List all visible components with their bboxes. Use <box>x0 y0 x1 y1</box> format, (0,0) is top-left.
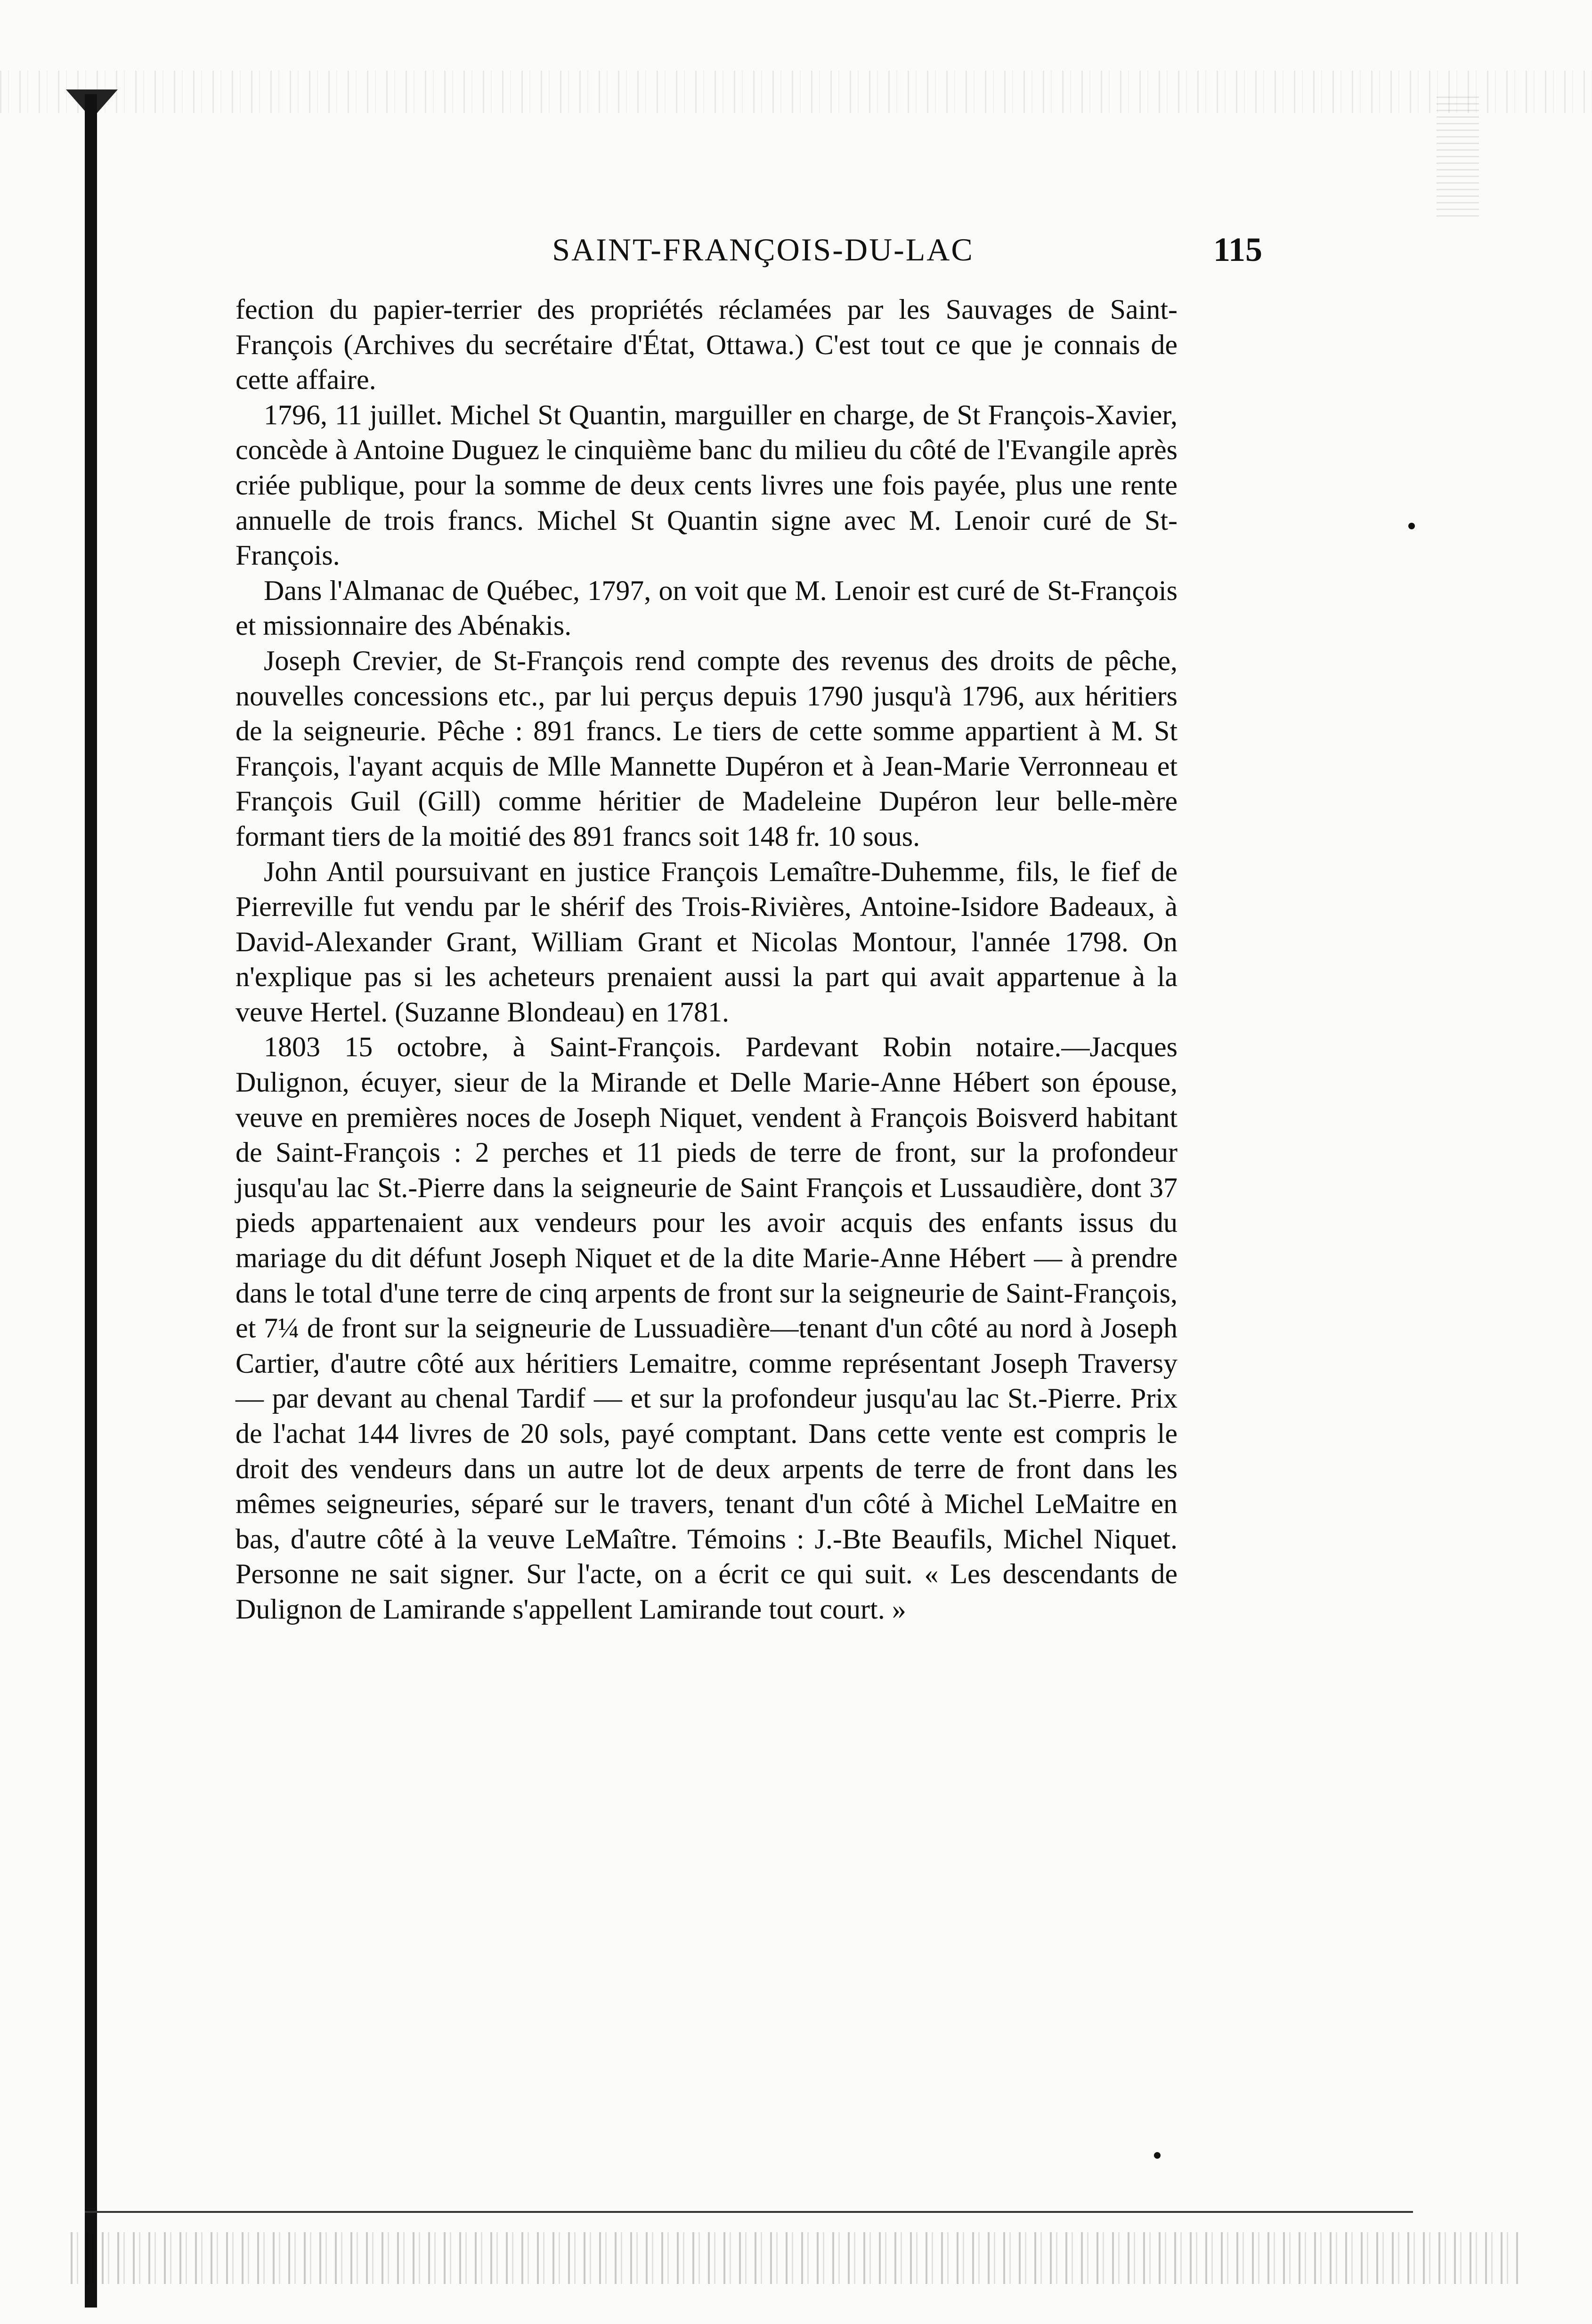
running-title: SAINT-FRANÇOIS-DU-LAC <box>552 232 974 267</box>
page-number: 115 <box>1213 231 1262 268</box>
body-text <box>236 292 1178 1627</box>
binding-rule <box>85 94 97 2308</box>
paragraph-3: Dans l'Almanac de Québec, 1797, on voit que M. Lenoir est curé de St-François et missionnaire des Abénakis. <box>236 575 1178 641</box>
scan-noise-bottom <box>71 2232 1521 2284</box>
bottom-rule <box>85 2211 1413 2213</box>
paragraph-2: 1796, 11 juillet. Michel St Quantin, marguiller en charge, de St François-Xavier, concède à Antoine Duguez le cinquième banc du milieu du côté de l'Evangile après criée publique, pour la somme de deux cents livres une fois payée, plus une rente annuelle de trois francs. Michel St Quantin signe avec M. Lenoir curé de St-François. <box>236 399 1178 571</box>
scan-noise-right <box>1437 94 1479 217</box>
ink-speck <box>1408 523 1415 529</box>
ink-speck <box>1154 2152 1161 2159</box>
paragraph-5: John Antil poursuivant en justice François Lemaître-Duhemme, fils, le fief de Pierreville fut vendu par le shérif des Trois-Rivières, Antoine-Isidore Badeaux, à David-Alexander Grant, William Grant et Nicolas Montour, l'année 1798. On n'explique pas si les acheteurs prenaient aussi la part qui avait appartenue à la veuve Hertel. (Suzanne Blondeau) en 1781. <box>236 856 1178 1028</box>
paragraph-1: fection du papier-terrier des propriétés réclamées par les Sauvages de Saint-François (Archives du secrétaire d'État, Ottawa.) C'est tout ce que je connais de cette affaire. <box>236 294 1178 396</box>
paragraph-4: Joseph Crevier, de St-François rend compte des revenus des droits de pêche, nouvelles concessions etc., par lui perçus depuis 1790 jusqu'à 1796, aux héritiers de la seigneurie. Pêche : 891 francs. Le tiers de cette somme appartient à M. St François, l'ayant acquis de Mlle Mannette Dupéron et à Jean-Marie Verronneau et François Guil (Gill) comme héritier de Madeleine Dupéron leur belle-mère formant tiers de la moitié des 891 francs soit 148 fr. 10 sous. <box>236 645 1178 852</box>
scan-noise-top <box>0 71 1592 113</box>
paragraph-6: 1803 15 octobre, à Saint-François. Pardevant Robin notaire.—Jacques Dulignon, écuyer, sieur de la Mirande et Delle Marie-Anne Hébert son épouse, veuve en premières noces de Joseph Niquet, vendent à François Boisverd habitant de Saint-François : 2 perches et 11 pieds de terre de front, sur la profondeur jusqu'au lac St.-Pierre dans la seigneurie de Saint François et Lussaudière, dont 37 pieds appartenaient aux vendeurs pour les avoir acquis des enfants issus du mariage du dit défunt Joseph Niquet et de la dite Marie-Anne Hébert — à prendre dans le total d'une terre de cinq arpents de front sur la seigneurie de Saint-François, et 7¼ de front sur la seigneurie de Lussuadière—tenant d'un côté au nord à Joseph Cartier, d'autre côté aux héritiers Lemaitre, comme représentant Joseph Traversy — par devant au chenal Tardif — et sur la profondeur jusqu'au lac St.-Pierre. Prix de l'achat 144 livres de 20 sols, payé comptant. Dans cette vente est compris le droit des vendeurs dans un autre lot de deux arpents de terre de front dans les mêmes seigneuries, séparé sur le travers, tenant d'un côté à Michel LeMaitre en bas, d'autre côté à la veuve LeMaître. Témoins : J.-Bte Beaufils, Michel Niquet. Personne ne sait signer. Sur l'acte, on a écrit ce qui suit. « Les descendants de Dulignon de Lamirande s'appellent Lamirande tout court. » <box>236 1031 1178 1625</box>
